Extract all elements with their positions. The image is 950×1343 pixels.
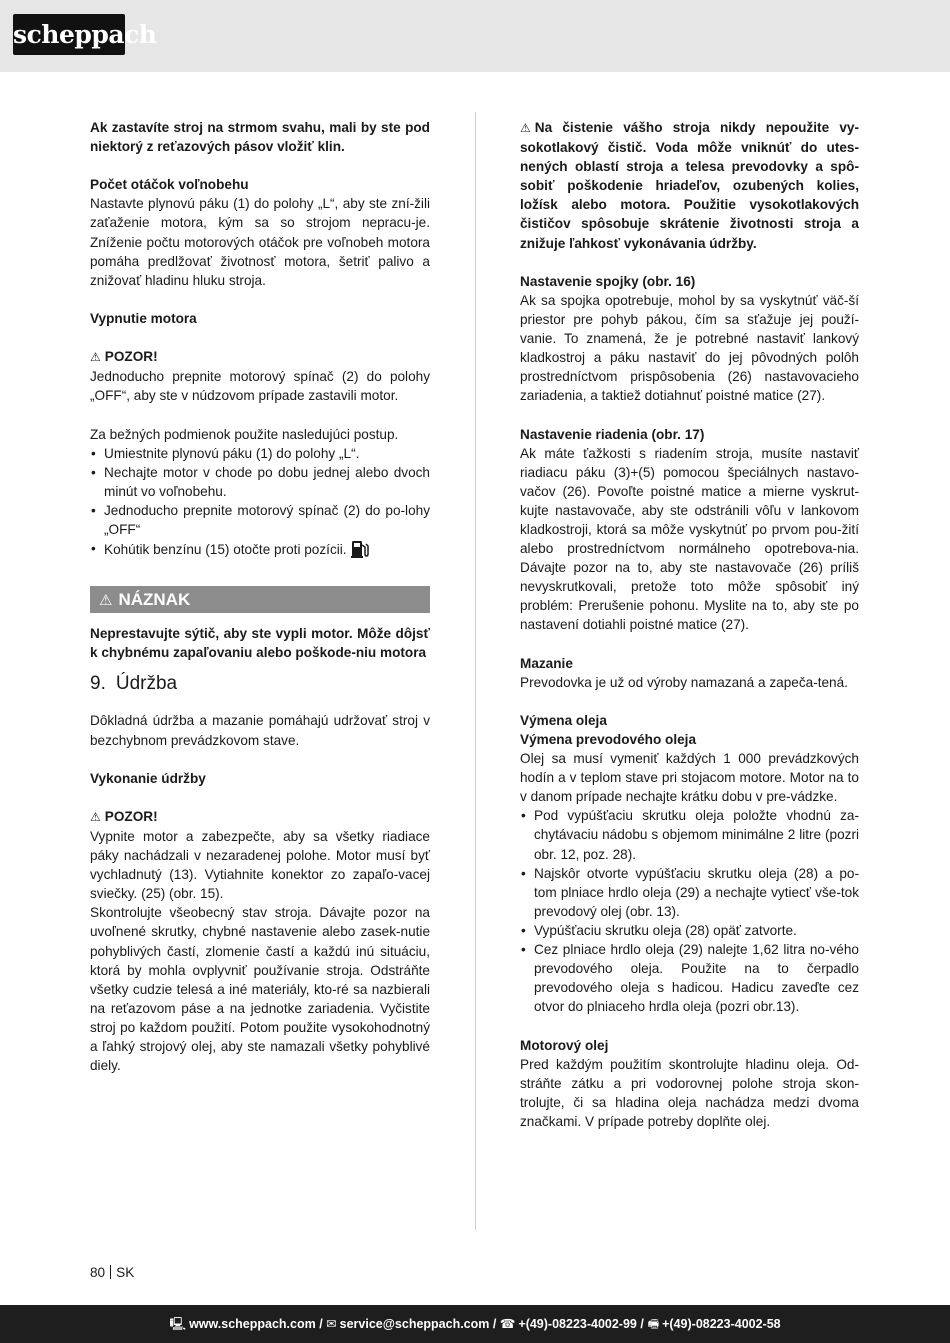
warning-icon: ⚠ — [90, 350, 101, 365]
clutch-text: Ak sa spojka opotrebuje, mohol by sa vyskytnúť väč-ší priestor pre pohyb pákou, čím sa sťažuje jej použí-vanie. To znamená, že je potrebné nastaviť lankový kladkostroj a páku nastaviť do jej pôvodných polôh prostredníctvom prispôsobenia (26) nastavovacieho zariadenia, a taktiež dotiahnuť poistné matice (27). — [520, 292, 859, 404]
computer-icon: 🖳 — [169, 1317, 187, 1331]
caution-label-1: ⚠ POZOR! — [90, 347, 430, 367]
motor-oil-text: Pred každým použitím skontrolujte hladinu oleja. Od-stráňte zátku a pri vodorovnej polohe stroja skon-trolujte, či sa hladina oleja nachádza medzi dvoma značkami. V prípade potreby doplňte olej. — [520, 1056, 859, 1129]
gear-oil-text: Olej sa musí vymeniť každých 1 000 prevádzkových hodín a v teplom stave pri stojacom motore. Motor na to v danom prípade nechajte krátku dobu v pre-vádzke. — [520, 751, 859, 805]
normal-procedure-intro: Za bežných podmienok použite nasledujúci postup. — [90, 426, 399, 442]
section-heading: 9. Údržba — [90, 673, 178, 695]
perform-maintenance-text-2: Skontrolujte všeobecný stav stroja. Dávajte pozor na uvoľnené skrutky, chybné nastavenie alebo zasek-nutie pohyblivých častí, zlomenie častí a každú inú situáciu, ktorá by mohla ovplyvniť používanie stroja. Odstráňte všetky cudzie telesá a iné materiály, kto-ré sa nazbierali na reťazovom páse a na jednotke zariadenia. Vyčistite stroj po každom použití. Potom použite vysokohodnotný a ľahký strojový olej, aby ste namazali všetky pohyblivé diely. — [90, 905, 430, 1074]
clutch-heading: Nastavenie spojky (obr. 16) — [520, 273, 696, 289]
warning-icon: ⚠ — [520, 121, 531, 135]
scheppach-logo: scheppach — [13, 14, 125, 55]
hint-banner: ⚠ NÁZNAK — [90, 586, 430, 613]
steering-heading: Nastavenie riadenia (obr. 17) — [520, 426, 705, 442]
footer-fax: +(49)-08223-4002-58 — [662, 1317, 781, 1331]
fax-icon: 🖷 — [647, 1317, 660, 1331]
list-item: • Pod vypúšťaciu skrutku oleja položte vhodnú za-chytávaciu nádobu s objemom minimálne 2 litre (pozri obr. 12, poz. 28). — [520, 806, 859, 863]
caution-label-2: ⚠ POZOR! — [90, 807, 430, 827]
list-item: • Jednoducho prepnite motorový spínač (2) do po-lohy „OFF“ — [90, 501, 430, 539]
engine-stop-text: Jednoducho prepnite motorový spínač (2) do polohy „OFF“, aby ste v núdzovom prípade zastavili motor. — [90, 369, 430, 404]
perform-maintenance-text-1: Vypnite motor a zabezpečte, aby sa všetky riadiace páky nachádzali v nezaradenej polohe. Motor musí byť vychladnutý (13). Vytiahnite konektor zo zapaľo-vacej sviečky. (25) (obr. 15). — [90, 829, 430, 902]
list-item: • Vypúšťaciu skrutku oleja (28) opäť zatvorte. — [520, 921, 859, 940]
warning-icon: ⚠ — [99, 592, 113, 610]
cleaning-warning: ⚠ Na čistenie vášho stroja nikdy nepoužite vy-sokotlakový čistič. Voda môže vniknúť do utes-nených oblastí stroja a telesa prevodovky a spô-sobiť poškodenie hriadeľov, ozubených kolies, ložísk alebo motora. Použitie vysokotlakových čističov spôsobuje skrátenie životnosti stroja a znižuje ľahkosť vykonávania údržby. — [520, 120, 859, 251]
phone-icon: ☎ — [499, 1317, 516, 1331]
left-column — [90, 118, 430, 1075]
list-item: • Cez plniace hrdlo oleja (29) nalejte 1,62 litra no-vého prevodového oleja. Použite na to čerpadlo prevodového oleja s hadicou. Hadicu zaveďte cez otvor do plniaceho hrdla oleja (pozri obr.13). — [520, 940, 859, 1016]
motor-oil-heading: Motorový olej — [520, 1037, 609, 1053]
list-item: • Umiestnite plynovú páku (1) do polohy „L“. — [90, 444, 430, 463]
slope-warning: Ak zastavíte stroj na strmom svahu, mali by ste pod niektorý z reťazových pásov vložiť klin. — [90, 120, 430, 155]
hint-text: Neprestavujte sýtič, aby ste vypli motor. Môže dôjsť k chybnému zapaľovaniu alebo poškode-niu motora — [90, 626, 430, 661]
stop-steps-list — [90, 444, 430, 564]
page-header — [0, 0, 950, 72]
right-column — [520, 118, 859, 1131]
maintenance-intro: Dôkladná údržba a mazanie pomáhajú udržovať stroj v bezchybnom prevádzkovom stave. — [90, 713, 430, 748]
footer-email: service@scheppach.com — [339, 1317, 490, 1331]
column-divider — [475, 112, 476, 1230]
engine-stop-heading: Vypnutie motora — [90, 310, 197, 326]
footer-web: www.scheppach.com — [189, 1317, 316, 1331]
idle-speed-heading: Počet otáčok voľnobehu — [90, 177, 249, 193]
list-item: • Nechajte motor v chode po dobu jednej alebo dvoch minút vo voľnobehu. — [90, 463, 430, 501]
list-item: • Kohútik benzínu (15) otočte proti pozícii. — [90, 539, 430, 563]
page-number: 80 SK — [90, 1265, 135, 1280]
oil-change-heading: Výmena oleja — [520, 712, 607, 728]
warning-icon: ⚠ — [90, 809, 101, 824]
oil-steps-list — [520, 806, 859, 1016]
idle-speed-text: Nastavte plynovú páku (1) do polohy „L“, aby ste zní-žili zaťaženie motora, kým sa so strojom nepracu-je. Zníženie počtu motorových otáčok pre voľnobeh motora pomáha predlžovať životnosť motora, šetriť palivo a znižovať hladinu hluku stroja. — [90, 196, 430, 288]
list-item: • Najskôr otvorte vypúšťaciu skrutku oleja (28) a po-tom plniace hrdlo oleja (29) a nechajte vytiecť vše-tok prevodový olej (obr. 13). — [520, 864, 859, 921]
footer-phone: +(49)-08223-4002-99 — [518, 1317, 637, 1331]
gear-oil-heading: Výmena prevodového oleja — [520, 732, 697, 747]
steering-text: Ak máte ťažkosti s riadením stroja, musíte nastaviť riadiacu páku (3)+(5) pomocou špeciálnych nastavo-vačov (26). Povoľte poistné matice a mierne vyskrut-kujte nastavovače, aby ste odstránili vôľu v lankovom kladkostroji, ktorá sa môže vyskytnúť po prvom pou-žití alebo prostredníctvom normálneho opotrebova-nia. Dávajte pozor na to, aby ste nastavovače (26) príliš nevyskrutkovali, pretože toto môže spôsobiť iný problém: Prerušenie pohonu. Myslite na to, aby ste po nastavení dotiahli poistné matice (27). — [520, 445, 859, 633]
lubrication-text: Prevodovka je už od výroby namazaná a zapeča-tená. — [520, 674, 848, 690]
page-footer: 🖳 www.scheppach.com / ✉ service@scheppach.com / ☎ +(49)-08223-4002-99 / 🖷 +(49)-08223-4002-58 — [0, 1305, 950, 1343]
perform-maintenance-heading: Vykonanie údržby — [90, 770, 206, 786]
mail-icon: ✉ — [326, 1317, 337, 1331]
lubrication-heading: Mazanie — [520, 655, 573, 671]
fuel-pump-icon — [351, 539, 369, 563]
